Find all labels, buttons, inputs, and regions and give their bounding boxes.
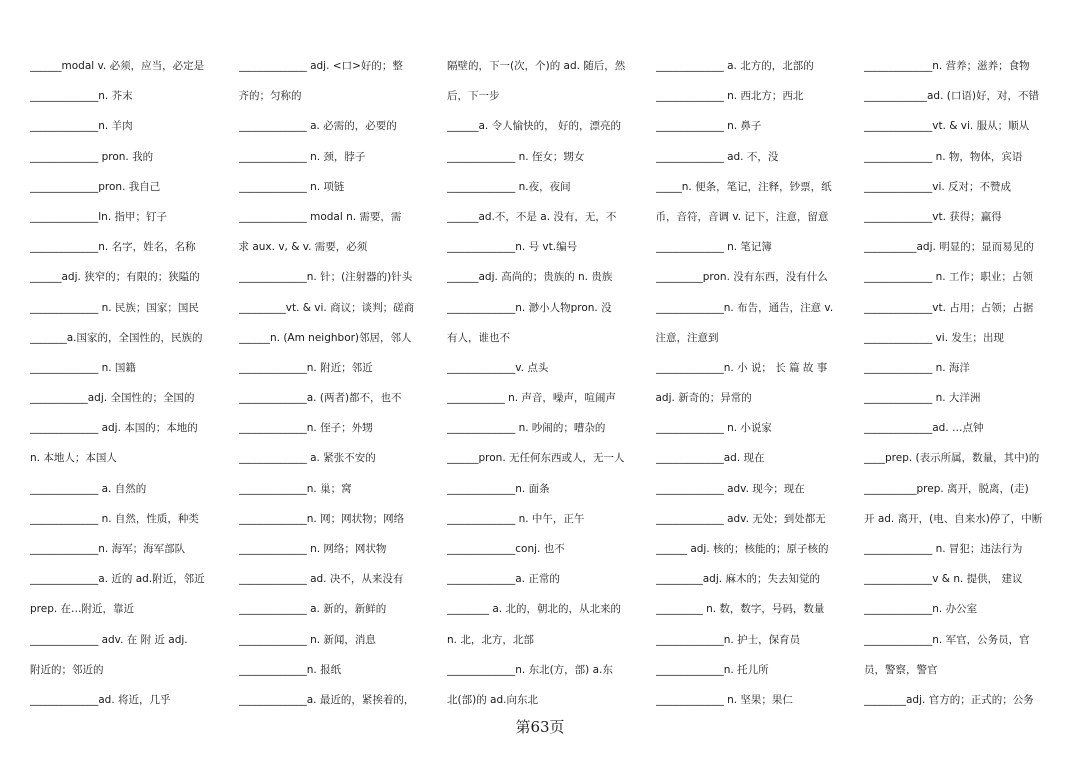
- vocab-entry-line: _____________vt. & vi. 服从；顺从: [864, 120, 1030, 133]
- vocab-entry-line: _____________conj. 也不: [447, 543, 565, 555]
- vocab-entry-line: _____________n. 布告，通告，注意 v.: [655, 301, 834, 314]
- vocab-entry-line: _____________n. 军官，公务员，官: [864, 633, 1030, 646]
- vocab-entry-line: _____________ ad. 决不，从来没有: [238, 573, 404, 586]
- vocab-entry-line: ______adj. 高尚的；贵族的 n. 贵族: [447, 271, 613, 284]
- vocab-entry-line: _____________n. 渺小人物pron. 没: [447, 301, 612, 314]
- vocab-entry-line: _____________n. 名字，姓名，名称: [30, 241, 196, 254]
- vocab-entry-line: 币，音符，音调 v. 记下，注意，留意: [655, 210, 829, 223]
- vocab-column-1: [30, 51, 226, 711]
- vocabulary-sheet: [30, 51, 1060, 711]
- vocab-entry-line: ____prep. (表示所属，数量，其中)的: [864, 452, 1040, 465]
- vocab-entry-line: _____________n. 东北(方，部) a.东: [447, 663, 613, 676]
- vocab-entry-line: ______ad.不，不是 a. 没有，无，不: [447, 210, 617, 223]
- vocab-entry-line: _____________n. 芥末: [30, 90, 133, 103]
- vocab-entry-line: _____________n. 号 vt.编号: [447, 241, 578, 254]
- vocab-entry-line: _____________ad. …点钟: [864, 422, 984, 435]
- vocab-entry-line: _____________n. 网；网状物；网络: [238, 512, 405, 525]
- vocab-entry-line: _____________v & n. 提供， 建议: [864, 573, 1023, 586]
- vocab-entry-line: _____________n. 小 说； 长 篇 故 事: [655, 361, 828, 374]
- vocab-entry-line: _____________n. 海军；海军部队: [30, 543, 186, 555]
- vocab-entry-line: _____________n. 托儿所: [655, 663, 769, 676]
- vocab-entry-line: _____________ n. 坚果；果仁: [655, 693, 793, 706]
- vocab-entry-line: _____________ n. 笔记簿: [655, 241, 772, 254]
- vocab-entry-line: _____________ a. 新的，新鲜的: [238, 603, 387, 616]
- vocab-entry-line: n. 北，北方，北部: [447, 633, 534, 646]
- vocab-entry-line: _____________vt. 获得；赢得: [864, 210, 1002, 223]
- vocab-entry-line: 员，警察，警官: [864, 663, 938, 676]
- vocab-entry-line: 注意，注意到: [655, 331, 719, 344]
- vocab-entry-line: ________ a. 北的，朝北的，从北来的: [447, 603, 621, 616]
- vocab-entry-line: _____________a. 最近的，紧挨着的，: [238, 693, 415, 706]
- vocab-entry-line: _____________ adj. <口>好的；整: [238, 60, 403, 72]
- vocab-entry-line: ____________ad. (口语)好，对，不错: [864, 90, 1039, 103]
- vocab-entry-line: _________vt. & vi. 商议；谈判；磋商: [238, 301, 415, 314]
- vocab-entry-line: _____________n. 侄子；外甥: [238, 422, 373, 435]
- vocab-entry-line: ________adj. 官方的；正式的；公务: [864, 693, 1034, 706]
- vocab-entry-line: adj. 新奇的；异常的: [655, 392, 752, 405]
- vocab-entry-line: _____________ n. 中午，正午: [447, 512, 585, 525]
- vocab-entry-line: _____________ a. 北方的，北部的: [655, 60, 814, 72]
- vocab-entry-line: _____n. 便条，笔记，注释，钞票，纸: [655, 180, 832, 193]
- vocab-entry-line: _____________a. 近的 ad.附近，邻近: [30, 573, 205, 586]
- vocab-entry-line: ______n. (Am neighbor)邻居，邻人: [238, 331, 412, 344]
- vocab-entry-line: _____________ n. 海洋: [864, 361, 970, 374]
- vocab-entry-line: _____________ vi. 发生；出现: [864, 331, 1004, 344]
- vocab-entry-line: ______ adj. 核的；核能的；原子核的: [655, 543, 829, 555]
- vocab-entry-line: _____________ n. 项链: [238, 180, 345, 193]
- vocab-entry-line: _____________ n. 侄女；甥女: [447, 150, 585, 163]
- vocab-entry-line: _____________ n. 西北方；西北: [655, 90, 804, 103]
- vocab-entry-line: _____________ a. 必需的，必要的: [238, 120, 397, 133]
- vocab-entry-line: _____________ n. 物，物体，宾语: [864, 150, 1023, 163]
- page-number: 第63页: [515, 718, 565, 736]
- vocab-entry-line: _____________ modal n. 需要，需: [238, 210, 402, 223]
- vocab-entry-line: _____________n. 巢；窝: [238, 482, 352, 495]
- vocab-entry-line: ___________ n. 声音，噪声，喧闹声: [447, 392, 616, 405]
- vocab-entry-line: _____________ a. 自然的: [30, 482, 147, 495]
- vocab-entry-line: _____________ adv. 现今；现在: [655, 482, 805, 495]
- vocab-column-4: [656, 51, 852, 711]
- vocab-entry-line: _____________vt. 占用；占领；占据: [864, 301, 1034, 314]
- vocab-entry-line: _____________ ad. 不，没: [655, 150, 779, 163]
- vocab-column-3: [447, 51, 643, 711]
- vocab-entry-line: _____________ adj. 本国的；本地的: [30, 422, 198, 435]
- vocab-entry-line: _____________ n. 工作；职业；占领: [864, 271, 1033, 284]
- vocab-entry-line: _____________ad. 现在: [655, 452, 765, 465]
- vocab-entry-line: _____________n. 羊肉: [30, 120, 133, 133]
- vocab-entry-line: _______a.国家的，全国性的，民族的: [30, 331, 203, 344]
- vocab-entry-line: _____________n. 护士，保育员: [655, 633, 801, 646]
- vocab-entry-line: _____________ adv. 无处；到处都无: [655, 512, 826, 525]
- vocab-entry-line: 齐的；匀称的: [238, 90, 302, 103]
- vocab-column-2: [239, 51, 435, 711]
- vocab-entry-line: n. 本地人；本国人: [30, 452, 117, 465]
- vocab-entry-line: _____________ n. 冒犯；违法行为: [864, 543, 1023, 555]
- vocab-entry-line: _____________ n.夜，夜间: [447, 180, 571, 193]
- vocab-entry-line: _____________a. 正常的: [447, 573, 560, 586]
- vocab-entry-line: 北(部)的 ad.向东北: [447, 693, 538, 706]
- vocab-entry-line: _________adj. 麻木的；失去知觉的: [655, 573, 820, 586]
- vocab-entry-line: _____________ n. 民族；国家；国民: [30, 301, 199, 314]
- vocab-entry-line: ______pron. 无任何东西或人，无一人: [447, 452, 625, 465]
- vocab-entry-line: ______adj. 狭窄的；有限的；狭隘的: [30, 271, 200, 284]
- vocab-entry-line: _____________ adv. 在 附 近 adj.: [30, 633, 188, 646]
- vocab-column-5: [864, 51, 1060, 711]
- vocab-entry-line: _____________ad. 将近，几乎: [30, 693, 171, 706]
- vocab-entry-line: _____________ a. 紧张不安的: [238, 452, 376, 465]
- vocab-entry-line: ___________adj. 全国性的；全国的: [30, 392, 195, 405]
- vocab-entry-line: ______modal v. 必须，应当，必定是: [30, 60, 205, 72]
- vocab-entry-line: _____________ n. 鼻子: [655, 120, 762, 133]
- vocab-entry-line: _____________ n. 新闻，消息: [238, 633, 376, 646]
- vocab-entry-line: _________pron. 没有东西，没有什么: [655, 271, 828, 284]
- vocab-entry-line: ______a. 令人愉快的， 好的，漂亮的: [447, 120, 621, 133]
- vocab-entry-line: __________adj. 明显的；显而易见的: [864, 241, 1034, 254]
- vocab-entry-line: _____________ n. 吵闹的；嘈杂的: [447, 422, 606, 435]
- vocab-entry-line: _____________n. 面条: [447, 482, 550, 495]
- vocab-entry-line: __________prep. 离开，脱离，(走): [864, 482, 1029, 495]
- vocab-entry-line: prep. 在…附近，靠近: [30, 603, 135, 616]
- vocab-entry-line: _____________ n. 网络；网状物: [238, 543, 387, 555]
- vocab-entry-line: 隔壁的，下一(次，个)的 ad. 随后，然: [447, 60, 626, 72]
- vocab-entry-line: 求 aux. v, & v. 需要，必须: [238, 241, 368, 254]
- vocab-entry-line: _____________v. 点头: [447, 361, 549, 374]
- vocab-entry-line: _____________a. (两者)都不，也不: [238, 392, 402, 405]
- vocab-entry-line: _____________n. 营养；滋养；食物: [864, 60, 1030, 72]
- vocab-entry-line: _____________n. 针；(注射器的)针头: [238, 271, 413, 284]
- vocab-entry-line: 开 ad. 离开，(电、自来水)停了，中断: [864, 512, 1043, 525]
- vocab-entry-line: _____________ n. 自然，性质，种类: [30, 512, 199, 525]
- vocab-entry-line: _________ n. 数，数字，号码，数量: [655, 603, 825, 616]
- vocab-entry-line: _____________ln. 指甲；钉子: [30, 210, 167, 223]
- vocab-entry-line: 附近的；邻近的: [30, 663, 104, 676]
- vocab-entry-line: _____________vi. 反对；不赞成: [864, 180, 1012, 193]
- vocab-entry-line: _____________ pron. 我的: [30, 150, 154, 163]
- vocab-entry-line: _____________ n. 大洋洲: [864, 392, 981, 405]
- vocab-entry-line: _____________ n. 颈，脖子: [238, 150, 366, 163]
- vocab-entry-line: _____________n. 附近；邻近: [238, 361, 373, 374]
- vocab-entry-line: _____________ n. 小说家: [655, 422, 772, 435]
- vocab-entry-line: _____________pron. 我自己: [30, 180, 161, 193]
- vocab-entry-line: 有人，谁也不: [447, 331, 510, 344]
- vocab-entry-line: _____________n. 办公室: [864, 603, 978, 616]
- vocab-entry-line: 后，下一步: [447, 90, 500, 103]
- vocab-entry-line: _____________n. 报纸: [238, 663, 342, 676]
- vocab-entry-line: _____________ n. 国籍: [30, 361, 136, 374]
